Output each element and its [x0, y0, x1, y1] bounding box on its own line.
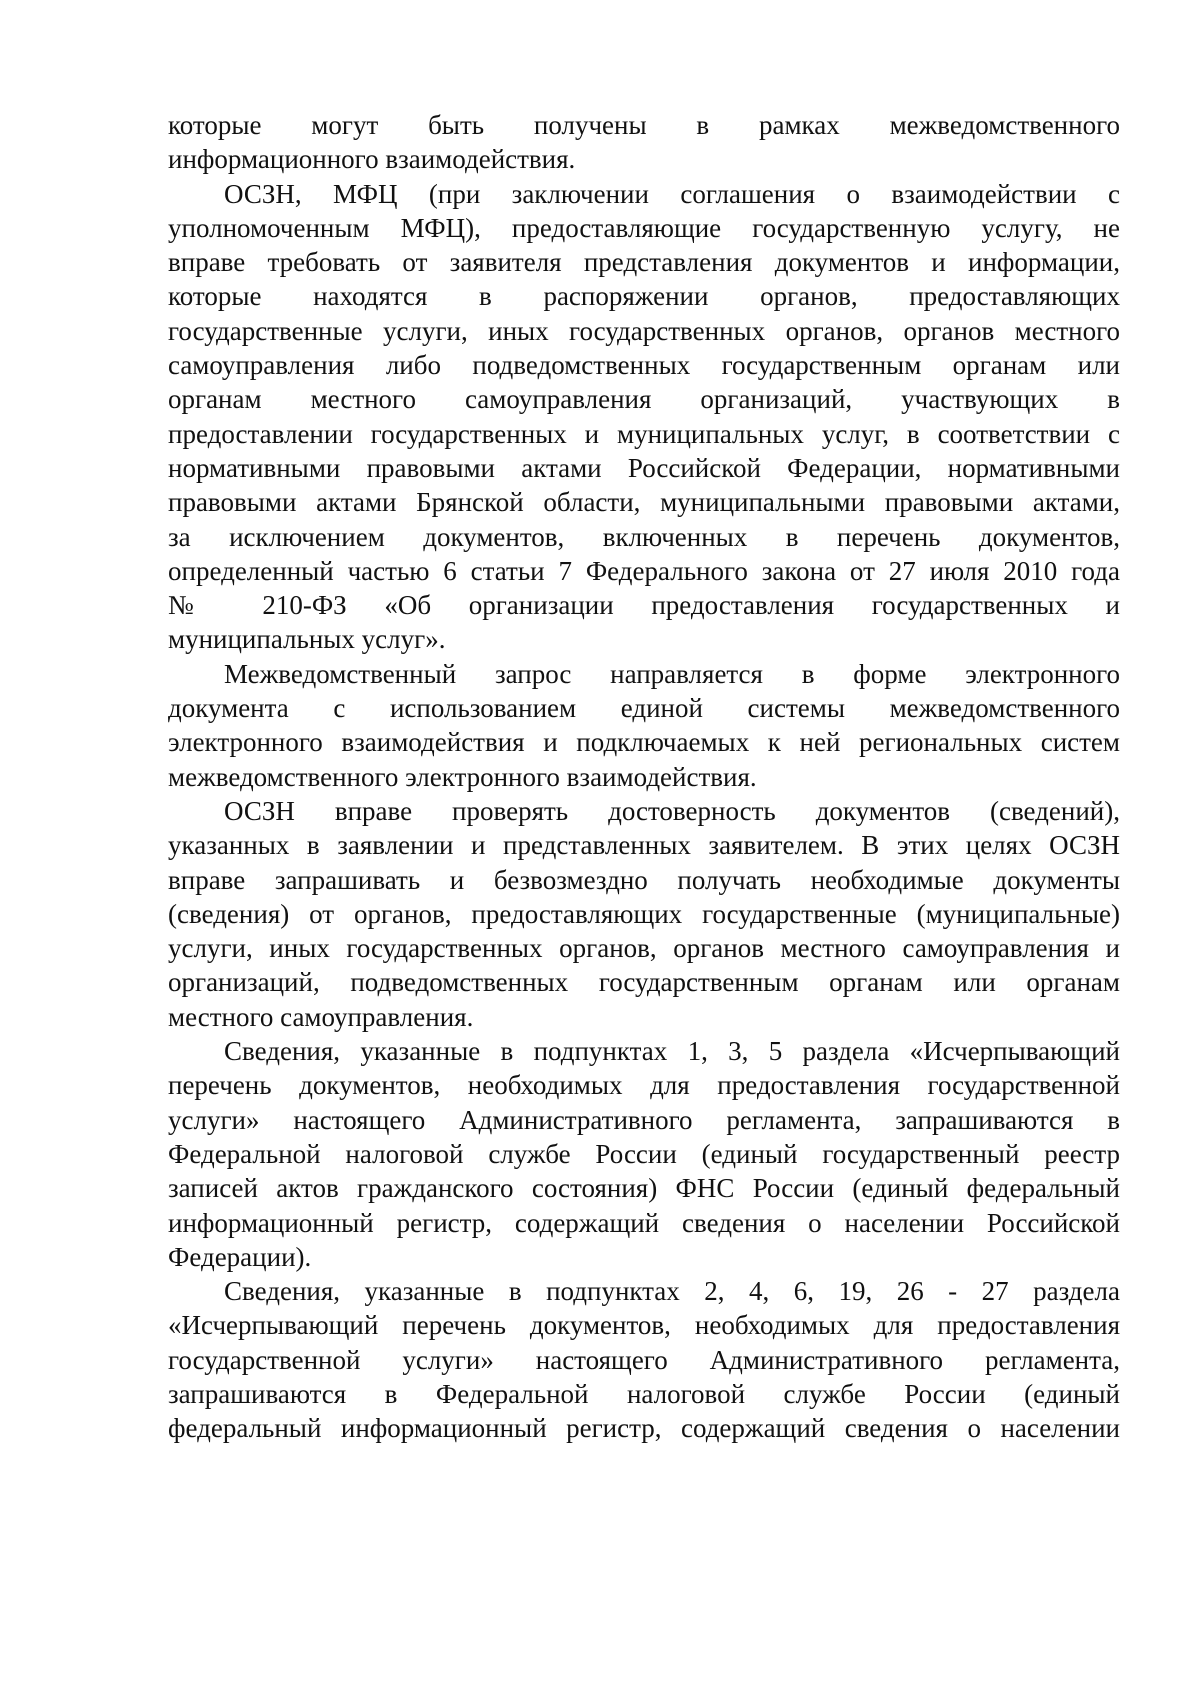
paragraph: [168, 108, 1120, 177]
text-line: предоставлении государственных и муниципальных услуг, в соответствии с: [168, 418, 1120, 449]
text-line: информационного взаимодействия.: [168, 144, 576, 175]
text-line: услуги» настоящего Административного регламента, запрашиваются в: [168, 1104, 1120, 1135]
text-line: записей актов гражданского состояния) ФНС России (единый федеральный: [168, 1173, 1120, 1204]
text-line: запрашиваются в Федеральной налоговой службе России (единый: [168, 1378, 1120, 1409]
text-line: местного самоуправления.: [168, 1001, 474, 1032]
text-line: «Исчерпывающий перечень документов, необходимых для предоставления: [168, 1310, 1120, 1341]
text-line: которые могут быть получены в рамках межведомственного: [168, 110, 1120, 140]
text-line: (сведения) от органов, предоставляющих государственные (муниципальные): [168, 898, 1120, 929]
text-line: государственные услуги, иных государственных органов, органов местного: [168, 315, 1120, 346]
text-line: ОСЗН, МФЦ (при заключении соглашения о взаимодействии с: [224, 178, 1120, 209]
paragraph: [168, 1034, 1120, 1274]
text-line: государственной услуги» настоящего Административного регламента,: [168, 1344, 1120, 1375]
paragraph: [168, 657, 1120, 794]
text-line: уполномоченным МФЦ), предоставляющие государственную услугу, не: [168, 212, 1120, 243]
text-line: самоуправления либо подведомственных государственным органам или: [168, 350, 1120, 381]
text-line: федеральный информационный регистр, содержащий сведения о населении: [168, 1413, 1120, 1444]
text-line: Сведения, указанные в подпунктах 1, 3, 5 раздела «Исчерпывающий: [224, 1036, 1120, 1067]
paragraph: [168, 794, 1120, 1034]
text-line: документа с использованием единой системы межведомственного: [168, 693, 1120, 724]
text-line: организаций, подведомственных государственным органам или органам: [168, 967, 1120, 998]
text-line: за исключением документов, включенных в перечень документов,: [168, 521, 1120, 552]
text-line: электронного взаимодействия и подключаемых к ней региональных систем: [168, 727, 1120, 758]
text-line: вправе требовать от заявителя представления документов и информации,: [168, 247, 1120, 278]
text-line: № 210-ФЗ «Об организации предоставления государственных и: [168, 590, 1120, 621]
text-line: Сведения, указанные в подпунктах 2, 4, 6, 19, 26 - 27 раздела: [224, 1276, 1120, 1307]
text-line: нормативными правовыми актами Российской Федерации, нормативными: [168, 452, 1120, 483]
text-line: межведомственного электронного взаимодействия.: [168, 761, 757, 792]
text-line: Межведомственный запрос направляется в форме электронного: [224, 658, 1120, 689]
text-line: Федеральной налоговой службе России (единый государственный реестр: [168, 1138, 1120, 1169]
paragraph: [168, 177, 1120, 657]
text-line: ОСЗН вправе проверять достоверность документов (сведений),: [224, 795, 1120, 826]
text-line: муниципальных услуг».: [168, 624, 446, 655]
text-line: информационный регистр, содержащий сведения о населении Российской: [168, 1207, 1120, 1238]
text-line: услуги, иных государственных органов, органов местного самоуправления и: [168, 933, 1120, 964]
text-line: правовыми актами Брянской области, муниципальными правовыми актами,: [168, 487, 1120, 518]
text-line: указанных в заявлении и представленных заявителем. В этих целях ОСЗН: [168, 830, 1120, 861]
document-body: [168, 108, 1120, 1446]
text-line: органам местного самоуправления организаций, участвующих в: [168, 384, 1120, 415]
text-line: перечень документов, необходимых для предоставления государственной: [168, 1070, 1120, 1101]
text-line: вправе запрашивать и безвозмездно получать необходимые документы: [168, 864, 1120, 895]
text-line: Федерации).: [168, 1241, 312, 1272]
paragraph: [168, 1274, 1120, 1445]
text-line: которые находятся в распоряжении органов, предоставляющих: [168, 281, 1120, 312]
text-line: определенный частью 6 статьи 7 Федерального закона от 27 июля 2010 года: [168, 555, 1120, 586]
